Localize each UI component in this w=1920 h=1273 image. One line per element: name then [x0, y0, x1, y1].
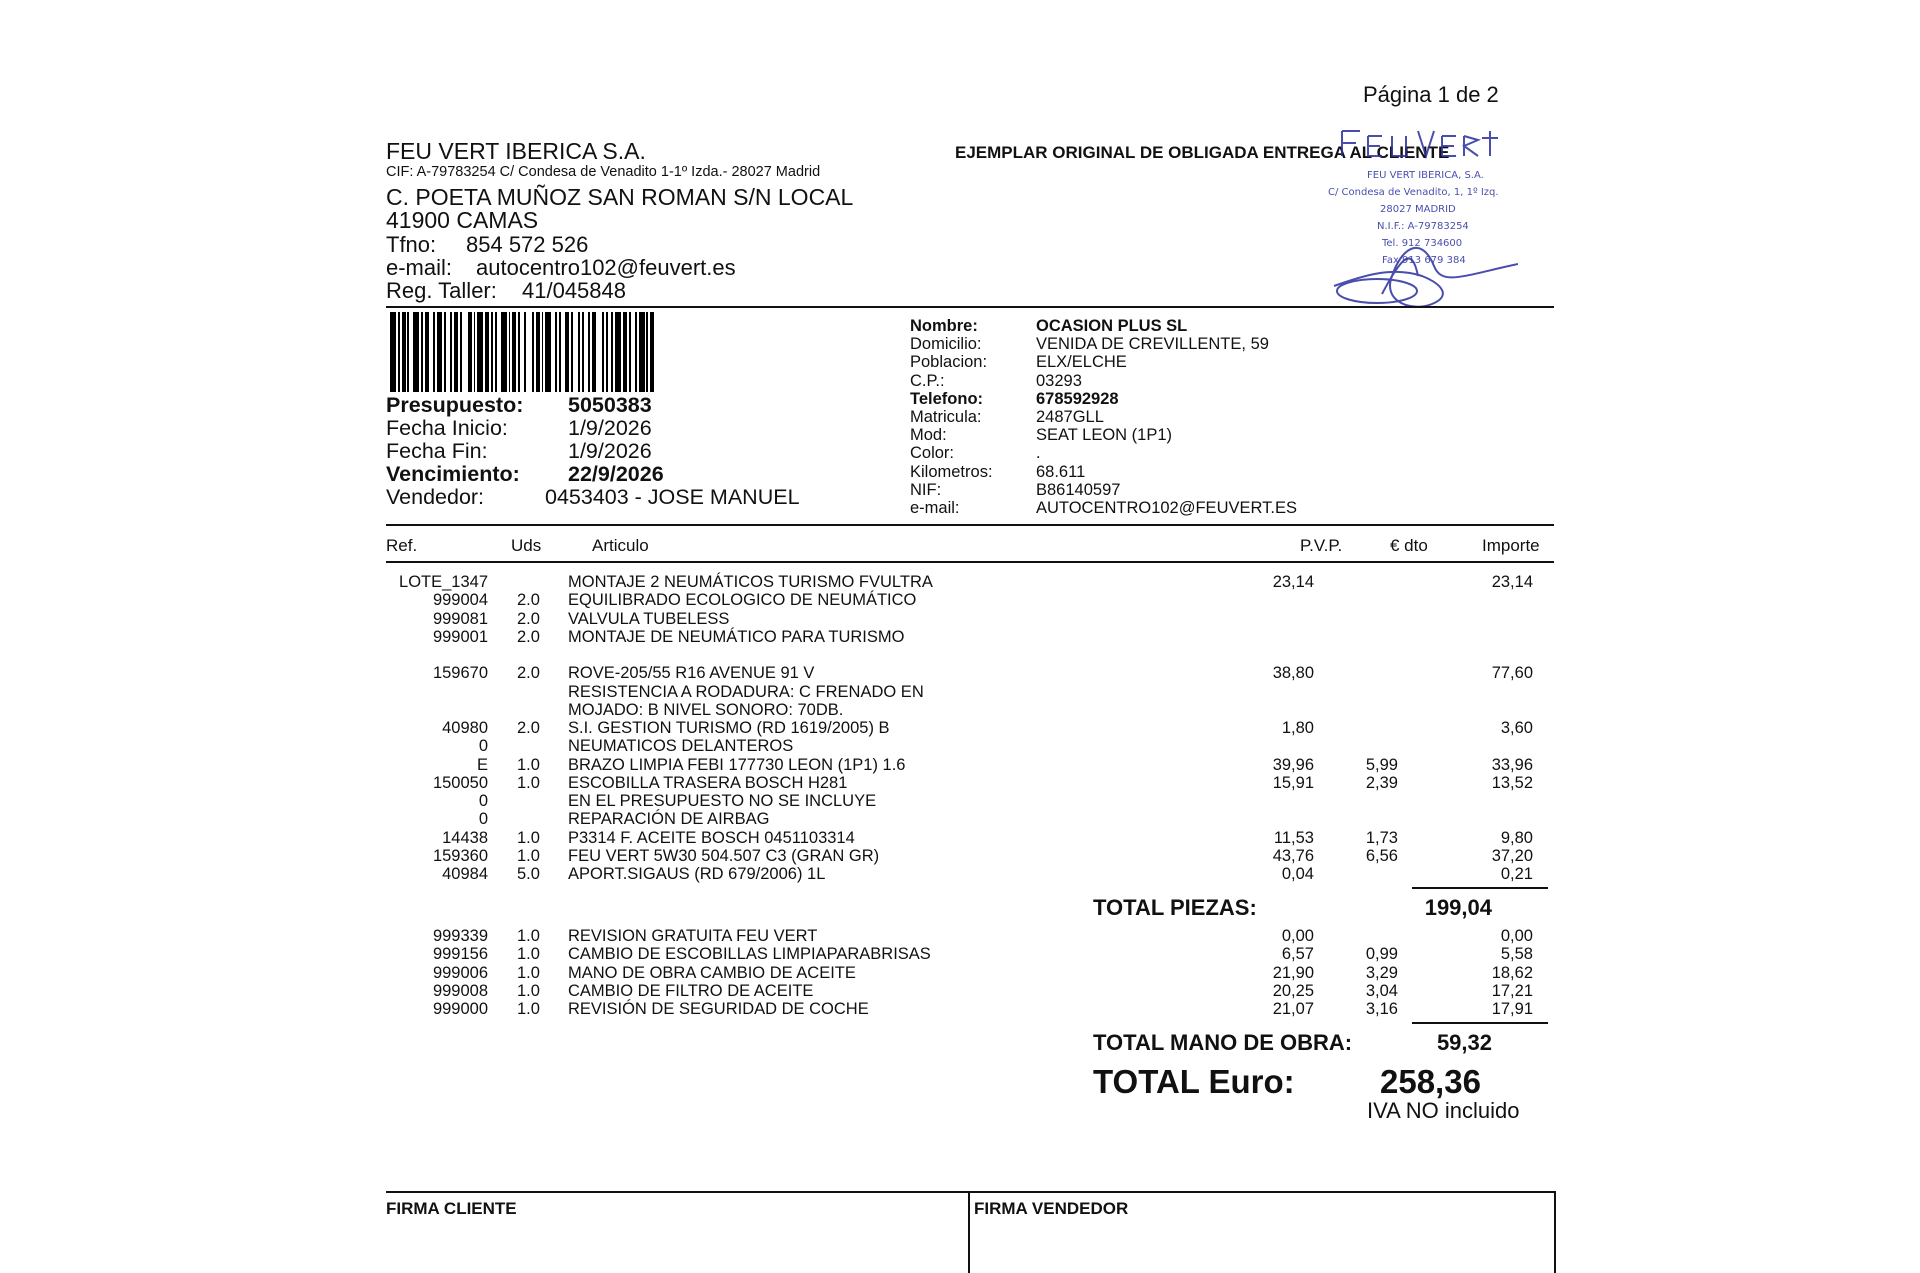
item-ref: 999156 — [432, 945, 488, 964]
item-ref: 999081 — [432, 609, 488, 628]
item-ref: 159670 — [432, 664, 488, 683]
col-articulo: Articulo — [592, 536, 649, 555]
item-importe: 3,60 — [1500, 719, 1533, 737]
item-uds: 1.0 — [517, 945, 540, 964]
item-articulo: MOJADO: B NIVEL SONORO: 70DB. — [568, 700, 844, 719]
item-articulo: MONTAJE DE NEUMÁTICO PARA TURISMO — [568, 627, 905, 646]
company-address-1: C. POETA MUÑOZ SAN ROMAN S/N LOCAL — [386, 184, 854, 210]
item-pvp: 39,96 — [1272, 755, 1314, 774]
item-importe: 0,21 — [1500, 865, 1533, 883]
vendedor-label: Vendedor: — [386, 485, 485, 509]
customer-field-value: 678592928 — [1036, 389, 1119, 408]
item-ref: 999000 — [432, 1000, 488, 1018]
item-articulo: APORT.SIGAUS (RD 679/2006) 1L — [568, 865, 826, 883]
col-importe: Importe — [1482, 536, 1540, 555]
item-dto: 3,16 — [1365, 1000, 1398, 1018]
parts-subtotal-rule — [1412, 887, 1548, 889]
fecha-fin-value: 1/9/2026 — [568, 439, 652, 463]
company-address-2: 41900 CAMAS — [386, 207, 539, 233]
item-dto: 2,39 — [1365, 773, 1398, 792]
item-uds: 2.0 — [517, 609, 540, 628]
stamp-line: 28027 MADRID — [1380, 204, 1456, 215]
item-pvp: 1,80 — [1281, 719, 1314, 737]
firma-cliente-label: FIRMA CLIENTE — [386, 1199, 517, 1218]
customer-divider — [386, 524, 1554, 526]
item-pvp: 21,90 — [1272, 963, 1314, 982]
item-ref: 14438 — [442, 828, 488, 847]
item-uds: 5.0 — [517, 865, 540, 883]
customer-field-label: Domicilio: — [910, 335, 982, 354]
item-pvp: 6,57 — [1281, 945, 1314, 964]
customer-field-value: SEAT LEON (1P1) — [1036, 426, 1173, 445]
item-ref: 999001 — [432, 627, 488, 646]
item-pvp: 23,14 — [1272, 573, 1314, 591]
customer-field-value: VENIDA DE CREVILLENTE, 59 — [1036, 335, 1269, 354]
item-uds: 1.0 — [517, 981, 540, 1000]
reg-label: Reg. Taller: — [386, 278, 497, 303]
customer-field-value: ELX/ELCHE — [1036, 353, 1127, 372]
item-ref: 159360 — [432, 846, 488, 865]
item-articulo: ROVE-205/55 R16 AVENUE 91 V — [568, 664, 815, 683]
item-uds: 2.0 — [517, 664, 540, 683]
firma-vendedor-box — [968, 1191, 1556, 1273]
item-uds: 1.0 — [517, 755, 540, 774]
item-articulo: FEU VERT 5W30 504.507 C3 (GRAN GR) — [568, 846, 880, 865]
item-ref: 999006 — [432, 963, 488, 982]
item-uds: 1.0 — [517, 963, 540, 982]
customer-field-label: e-mail: — [910, 499, 960, 517]
item-pvp: 11,53 — [1273, 828, 1314, 847]
item-importe: 77,60 — [1491, 664, 1533, 683]
item-uds: 1.0 — [517, 927, 540, 945]
item-uds: 2.0 — [517, 591, 540, 610]
item-uds: 1.0 — [517, 828, 540, 847]
customer-field-value: 2487GLL — [1036, 408, 1104, 426]
item-uds: 2.0 — [517, 719, 540, 737]
total-mano-obra-value: 59,32 — [1436, 1030, 1492, 1055]
phone-label: Tfno: — [386, 232, 437, 257]
vencimiento-value: 22/9/2026 — [568, 462, 664, 486]
fecha-fin-label: Fecha Fin: — [386, 439, 488, 463]
item-ref: 40984 — [442, 865, 488, 883]
item-articulo: RESISTENCIA A RODADURA: C FRENADO EN — [568, 682, 924, 701]
item-pvp: 38,80 — [1272, 664, 1314, 683]
email-label: e-mail: — [386, 255, 453, 280]
grand-total-label: TOTAL Euro: — [1093, 1063, 1295, 1100]
customer-field-value: OCASION PLUS SL — [1036, 317, 1188, 335]
item-ref: 0 — [478, 810, 488, 829]
item-importe: 17,91 — [1491, 1000, 1533, 1018]
company-cif: CIF: A-79783254 C/ Condesa de Venadito 1-1º Izda.- 28027 Madrid — [386, 164, 821, 180]
header-divider — [386, 306, 1554, 308]
customer-field-value: AUTOCENTRO102@FEUVERT.ES — [1036, 499, 1297, 517]
fecha-inicio-value: 1/9/2026 — [568, 416, 652, 440]
total-piezas-label: TOTAL PIEZAS: — [1093, 895, 1257, 920]
presupuesto-label: Presupuesto: — [386, 393, 524, 417]
item-pvp: 0,04 — [1281, 865, 1314, 883]
item-articulo: EN EL PRESUPUESTO NO SE INCLUYE — [568, 792, 877, 810]
iva-note: IVA NO incluido — [1367, 1098, 1520, 1123]
item-articulo: REVISION GRATUITA FEU VERT — [568, 927, 818, 945]
firma-vendedor-label: FIRMA VENDEDOR — [974, 1199, 1129, 1218]
item-articulo: VALVULA TUBELESS — [568, 609, 730, 628]
item-pvp: 21,07 — [1272, 1000, 1314, 1018]
customer-field-value: . — [1036, 444, 1041, 463]
item-uds: 1.0 — [517, 773, 540, 792]
item-importe: 13,52 — [1491, 773, 1533, 792]
stamp-line: N.I.F.: A-79783254 — [1377, 221, 1469, 232]
item-importe: 5,58 — [1500, 945, 1533, 964]
customer-field-label: C.P.: — [910, 371, 945, 390]
customer-field-label: Telefono: — [910, 389, 984, 408]
item-importe: 37,20 — [1491, 846, 1533, 865]
item-articulo: REPARACIÓN DE AIRBAG — [568, 810, 770, 829]
presupuesto-value: 5050383 — [568, 393, 652, 417]
company-stamp — [1322, 126, 1518, 322]
grand-total-value: 258,36 — [1380, 1063, 1481, 1100]
column-header-divider — [386, 561, 1554, 563]
item-dto: 0,99 — [1365, 945, 1398, 964]
company-reg — [386, 278, 626, 304]
customer-field-value: 03293 — [1036, 371, 1082, 390]
item-uds: 1.0 — [517, 1000, 540, 1018]
firma-cliente-box — [386, 1191, 968, 1273]
customer-field-label: NIF: — [910, 480, 942, 499]
reg-value: 41/045848 — [522, 278, 626, 303]
item-ref: LOTE_1347 — [399, 573, 488, 591]
total-piezas-value: 199,04 — [1424, 895, 1492, 920]
item-importe: 0,00 — [1500, 927, 1533, 945]
item-pvp: 15,91 — [1272, 773, 1314, 792]
customer-field-label: Mod: — [910, 426, 947, 445]
stamp-line: C/ Condesa de Venadito, 1, 1º Izq. — [1328, 187, 1499, 198]
item-pvp: 20,25 — [1272, 981, 1314, 1000]
item-articulo: MANO DE OBRA CAMBIO DE ACEITE — [568, 963, 856, 982]
item-articulo: CAMBIO DE ESCOBILLAS LIMPIAPARABRISAS — [568, 945, 931, 964]
item-articulo: ESCOBILLA TRASERA BOSCH H281 — [568, 773, 848, 792]
customer-field-value: 68.611 — [1036, 462, 1086, 481]
item-dto: 1,73 — [1365, 828, 1398, 847]
item-articulo: P3314 F. ACEITE BOSCH 0451103314 — [568, 828, 855, 847]
item-articulo: REVISIÓN DE SEGURIDAD DE COCHE — [568, 1000, 869, 1018]
item-ref: 0 — [478, 737, 488, 756]
item-articulo: BRAZO LIMPIA FEBI 177730 LEON (1P1) 1.6 — [568, 755, 906, 774]
customer-field-label: Poblacion: — [910, 353, 988, 372]
barcode — [390, 312, 657, 392]
item-ref: 40980 — [442, 719, 488, 737]
item-ref: 999339 — [432, 927, 488, 945]
item-uds: 2.0 — [517, 627, 540, 646]
col-pvp: P.V.P. — [1300, 536, 1343, 555]
total-mano-obra-label: TOTAL MANO DE OBRA: — [1093, 1030, 1353, 1055]
item-dto: 6,56 — [1365, 846, 1398, 865]
stamp-line: Fax 913 679 384 — [1382, 255, 1466, 266]
barcode-space — [654, 312, 656, 392]
item-uds: 1.0 — [517, 846, 540, 865]
col-ref: Ref. — [386, 536, 418, 555]
fecha-inicio-label: Fecha Inicio: — [386, 416, 508, 440]
item-importe: 9,80 — [1500, 828, 1533, 847]
col-dto: € dto — [1390, 536, 1428, 555]
item-dto: 3,29 — [1365, 963, 1398, 982]
item-ref: 999004 — [432, 591, 488, 610]
item-articulo: MONTAJE 2 NEUMÁTICOS TURISMO FVULTRA — [568, 573, 933, 591]
item-importe: 18,62 — [1491, 963, 1533, 982]
item-articulo: CAMBIO DE FILTRO DE ACEITE — [568, 981, 814, 1000]
item-ref: E — [476, 755, 488, 774]
customer-field-label: Matricula: — [910, 408, 982, 426]
phone-value: 854 572 526 — [466, 232, 589, 257]
item-pvp: 0,00 — [1281, 927, 1314, 945]
customer-field-label: Color: — [910, 444, 955, 463]
item-ref: 0 — [478, 792, 488, 810]
item-importe: 33,96 — [1491, 755, 1533, 774]
item-articulo: EQUILIBRADO ECOLOGICO DE NEUMÁTICO — [568, 591, 917, 610]
vencimiento-label: Vencimiento: — [386, 462, 520, 486]
page-number: Página 1 de 2 — [1363, 82, 1499, 107]
customer-field-value: B86140597 — [1036, 480, 1121, 499]
company-name: FEU VERT IBERICA S.A. — [386, 138, 646, 164]
item-ref: 999008 — [432, 981, 488, 1000]
item-pvp: 43,76 — [1272, 846, 1314, 865]
item-dto: 5,99 — [1365, 755, 1398, 774]
stamp-line: Tel. 912 734600 — [1382, 238, 1463, 249]
vendedor-value: 0453403 - JOSE MANUEL — [545, 485, 800, 509]
item-articulo: S.I. GESTION TURISMO (RD 1619/2005) B — [568, 719, 890, 737]
labor-subtotal-rule — [1412, 1022, 1548, 1024]
customer-field-label: Kilometros: — [910, 462, 993, 481]
original-notice: EJEMPLAR ORIGINAL DE OBLIGADA ENTREGA AL CLIENTE — [955, 143, 1450, 162]
item-importe: 23,14 — [1491, 573, 1533, 591]
col-uds: Uds — [511, 536, 542, 555]
customer-field-label: Nombre: — [910, 317, 978, 335]
stamp-line: FEU VERT IBERICA, S.A. — [1367, 170, 1484, 181]
item-dto: 3,04 — [1365, 981, 1398, 1000]
item-importe: 17,21 — [1491, 981, 1533, 1000]
item-articulo: NEUMATICOS DELANTEROS — [568, 737, 794, 756]
item-ref: 150050 — [432, 773, 488, 792]
email-value: autocentro102@feuvert.es — [476, 255, 736, 280]
